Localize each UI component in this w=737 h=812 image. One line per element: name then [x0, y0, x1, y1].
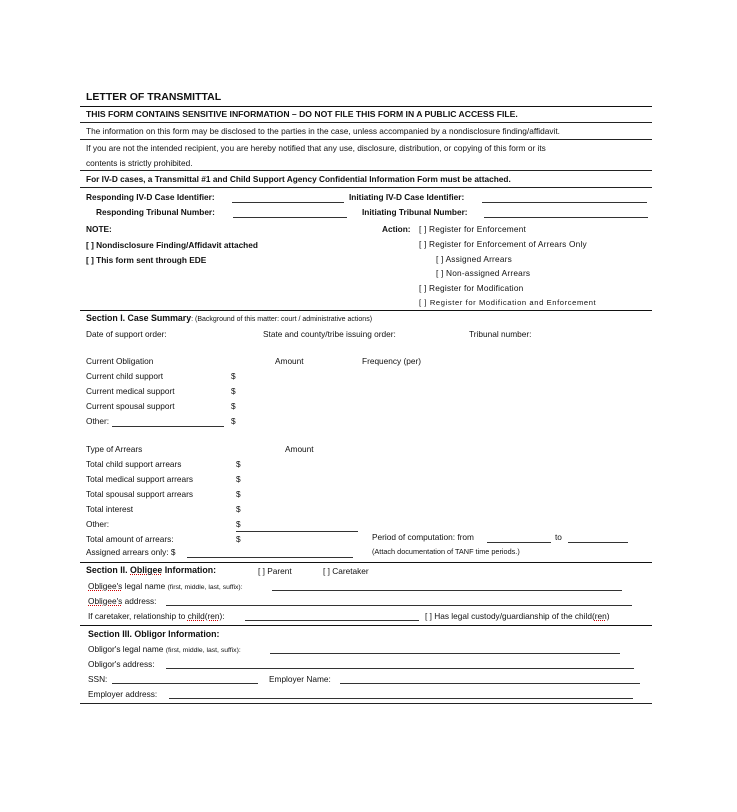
- responding-ivd-field[interactable]: [232, 202, 344, 203]
- arrears-amount-header: Amount: [285, 444, 314, 454]
- initiating-ivd-label: Initiating IV-D Case Identifier:: [349, 192, 465, 202]
- obligee-word: Obligee's: [88, 596, 123, 606]
- arrears-other-field[interactable]: [236, 531, 358, 532]
- parent-checkbox[interactable]: [ ] Parent: [258, 566, 292, 576]
- obligee-address-label: [88, 597, 156, 605]
- assigned-arrears-checkbox[interactable]: [ ] Assigned Arrears: [436, 254, 512, 264]
- section2-heading-prefix: Section II.: [86, 565, 130, 575]
- caretaker-checkbox[interactable]: [ ] Caretaker: [323, 566, 369, 576]
- register-enforcement-arrears-checkbox[interactable]: [ ] Register for Enforcement of Arrears Only: [419, 239, 587, 249]
- non-assigned-arrears-checkbox[interactable]: [ ] Non-assigned Arrears: [436, 268, 531, 278]
- date-support-order-label: Date of support order:: [86, 329, 167, 339]
- divider: [80, 139, 652, 140]
- state-county-label: State and county/tribe issuing order:: [263, 329, 396, 339]
- tanf-attach-note: (Attach documentation of TANF time periods.): [372, 547, 520, 556]
- ivd-note: For IV-D cases, a Transmittal #1 and Child Support Agency Confidential Information Form must be attached.: [86, 174, 511, 184]
- obligee-word: Obligee's: [88, 581, 123, 591]
- action-label: Action:: [382, 224, 411, 234]
- caretaker-rel-colon: :: [222, 611, 225, 621]
- divider: [80, 187, 652, 188]
- currency-sign: $: [236, 534, 241, 544]
- responding-tribunal-label: Responding Tribunal Number:: [96, 207, 215, 217]
- divider: [80, 562, 652, 563]
- initiating-ivd-field[interactable]: [482, 202, 647, 203]
- legal-name-hint: (first, middle, last, suffix):: [167, 584, 243, 591]
- ssn-field[interactable]: [112, 683, 258, 684]
- register-modification-checkbox[interactable]: [ ] Register for Modification: [419, 283, 524, 293]
- period-to-field[interactable]: [568, 542, 628, 543]
- currency-sign: $: [236, 489, 241, 499]
- section3-heading: Section III. Obligor Information:: [88, 629, 220, 639]
- currency-sign: $: [236, 474, 241, 484]
- period-computation-label: Period of computation: from: [372, 532, 474, 542]
- total-arrears-label: Total amount of arrears:: [86, 534, 174, 544]
- arrears-heading: Type of Arrears: [86, 444, 143, 454]
- custody-ren: ren: [594, 611, 607, 621]
- responding-tribunal-field[interactable]: [233, 217, 347, 218]
- section1-subheading: : (Background of this matter: court / administrative actions): [191, 316, 373, 323]
- custody-text: [ ] Has legal custody/guardianship of the child(: [425, 611, 595, 621]
- assigned-arrears-label: Assigned arrears only: $: [86, 547, 176, 557]
- disclosure-text: The information on this form may be disclosed to the parties in the case, unless accompanied by a nondisclosure finding/affidavit.: [86, 126, 560, 136]
- initiating-tribunal-field[interactable]: [484, 217, 648, 218]
- obligor-legal-name-hint: (first, middle, last, suffix):: [165, 647, 241, 654]
- currency-sign: $: [236, 504, 241, 514]
- employer-name-label: Employer Name:: [269, 674, 331, 684]
- caretaker-relationship-field[interactable]: [245, 620, 419, 621]
- currency-sign: $: [231, 386, 236, 396]
- ede-checkbox[interactable]: [ ] This form sent through EDE: [86, 255, 207, 265]
- period-from-field[interactable]: [487, 542, 551, 543]
- section2-heading: [86, 566, 216, 575]
- current-obligation-frequency-header: Frequency (per): [362, 356, 422, 366]
- nondisclosure-checkbox[interactable]: [ ] Nondisclosure Finding/Affidavit attached: [86, 240, 258, 250]
- section1-heading: Section I. Case Summary: [86, 313, 192, 323]
- employer-name-field[interactable]: [340, 683, 640, 684]
- obligee-legal-name-label: [88, 582, 243, 592]
- total-spousal-arrears-label: Total spousal support arrears: [86, 489, 193, 499]
- obligee-legal-name-field[interactable]: [272, 590, 622, 591]
- divider: [80, 170, 652, 171]
- currency-sign: $: [231, 371, 236, 381]
- currency-sign: $: [236, 459, 241, 469]
- employer-address-label: Employer address:: [88, 689, 158, 699]
- current-spousal-support-label: Current spousal support: [86, 401, 175, 411]
- caretaker-relationship-label: [88, 612, 225, 620]
- divider: [80, 625, 652, 626]
- address-text: address:: [122, 596, 157, 606]
- current-obligation-heading: Current Obligation: [86, 356, 154, 366]
- assigned-arrears-field[interactable]: [187, 557, 353, 558]
- note-label: NOTE:: [86, 224, 112, 234]
- current-other-label: Other:: [86, 416, 110, 426]
- section1-heading-row: [86, 314, 372, 323]
- current-child-support-label: Current child support: [86, 371, 164, 381]
- total-child-arrears-label: Total child support arrears: [86, 459, 182, 469]
- responding-ivd-label: Responding IV-D Case Identifier:: [86, 192, 215, 202]
- current-obligation-amount-header: Amount: [275, 356, 304, 366]
- recipient-notice-cont: contents is strictly prohibited.: [86, 158, 193, 168]
- tribunal-number-label: Tribunal number:: [469, 329, 532, 339]
- obligee-address-field[interactable]: [166, 605, 632, 606]
- register-modification-enforcement-checkbox[interactable]: [ ] Register for Modification and Enforcement: [419, 298, 597, 307]
- register-enforcement-checkbox[interactable]: [ ] Register for Enforcement: [419, 224, 527, 234]
- current-medical-support-label: Current medical support: [86, 386, 175, 396]
- obligor-address-label: Obligor's address:: [88, 659, 155, 669]
- section2-heading-obligee: Obligee: [130, 565, 163, 575]
- obligor-legal-name-text: Obligor's legal name: [88, 644, 166, 654]
- legal-name-text: legal name: [122, 581, 168, 591]
- custody-close: ): [606, 611, 610, 621]
- total-interest-label: Total interest: [86, 504, 134, 514]
- divider: [80, 703, 652, 704]
- section2-heading-suffix: Information:: [162, 565, 217, 575]
- period-to-label: to: [555, 532, 562, 542]
- sensitive-warning: THIS FORM CONTAINS SENSITIVE INFORMATION – DO NOT FILE THIS FORM IN A PUBLIC ACCESS FILE.: [86, 109, 518, 119]
- arrears-other-label: Other:: [86, 519, 110, 529]
- total-medical-arrears-label: Total medical support arrears: [86, 474, 193, 484]
- caretaker-rel-child: child(ren): [187, 611, 223, 621]
- currency-sign: $: [231, 416, 236, 426]
- legal-custody-checkbox[interactable]: [425, 612, 610, 620]
- currency-sign: $: [236, 519, 241, 529]
- current-other-field[interactable]: [112, 426, 224, 427]
- divider: [80, 310, 652, 311]
- divider: [80, 106, 652, 107]
- obligor-address-field[interactable]: [166, 668, 634, 669]
- recipient-notice: If you are not the intended recipient, you are hereby notified that any use, disclosure, distribution, or copying of this form or its: [86, 143, 546, 153]
- obligor-legal-name-field[interactable]: [270, 653, 620, 654]
- currency-sign: $: [231, 401, 236, 411]
- employer-address-field[interactable]: [169, 698, 633, 699]
- divider: [80, 122, 652, 123]
- ssn-label: SSN:: [88, 674, 108, 684]
- caretaker-rel-text: If caretaker, relationship to: [88, 611, 188, 621]
- obligor-legal-name-label: [88, 645, 241, 655]
- initiating-tribunal-label: Initiating Tribunal Number:: [362, 207, 468, 217]
- page-title: LETTER OF TRANSMITTAL: [86, 91, 222, 103]
